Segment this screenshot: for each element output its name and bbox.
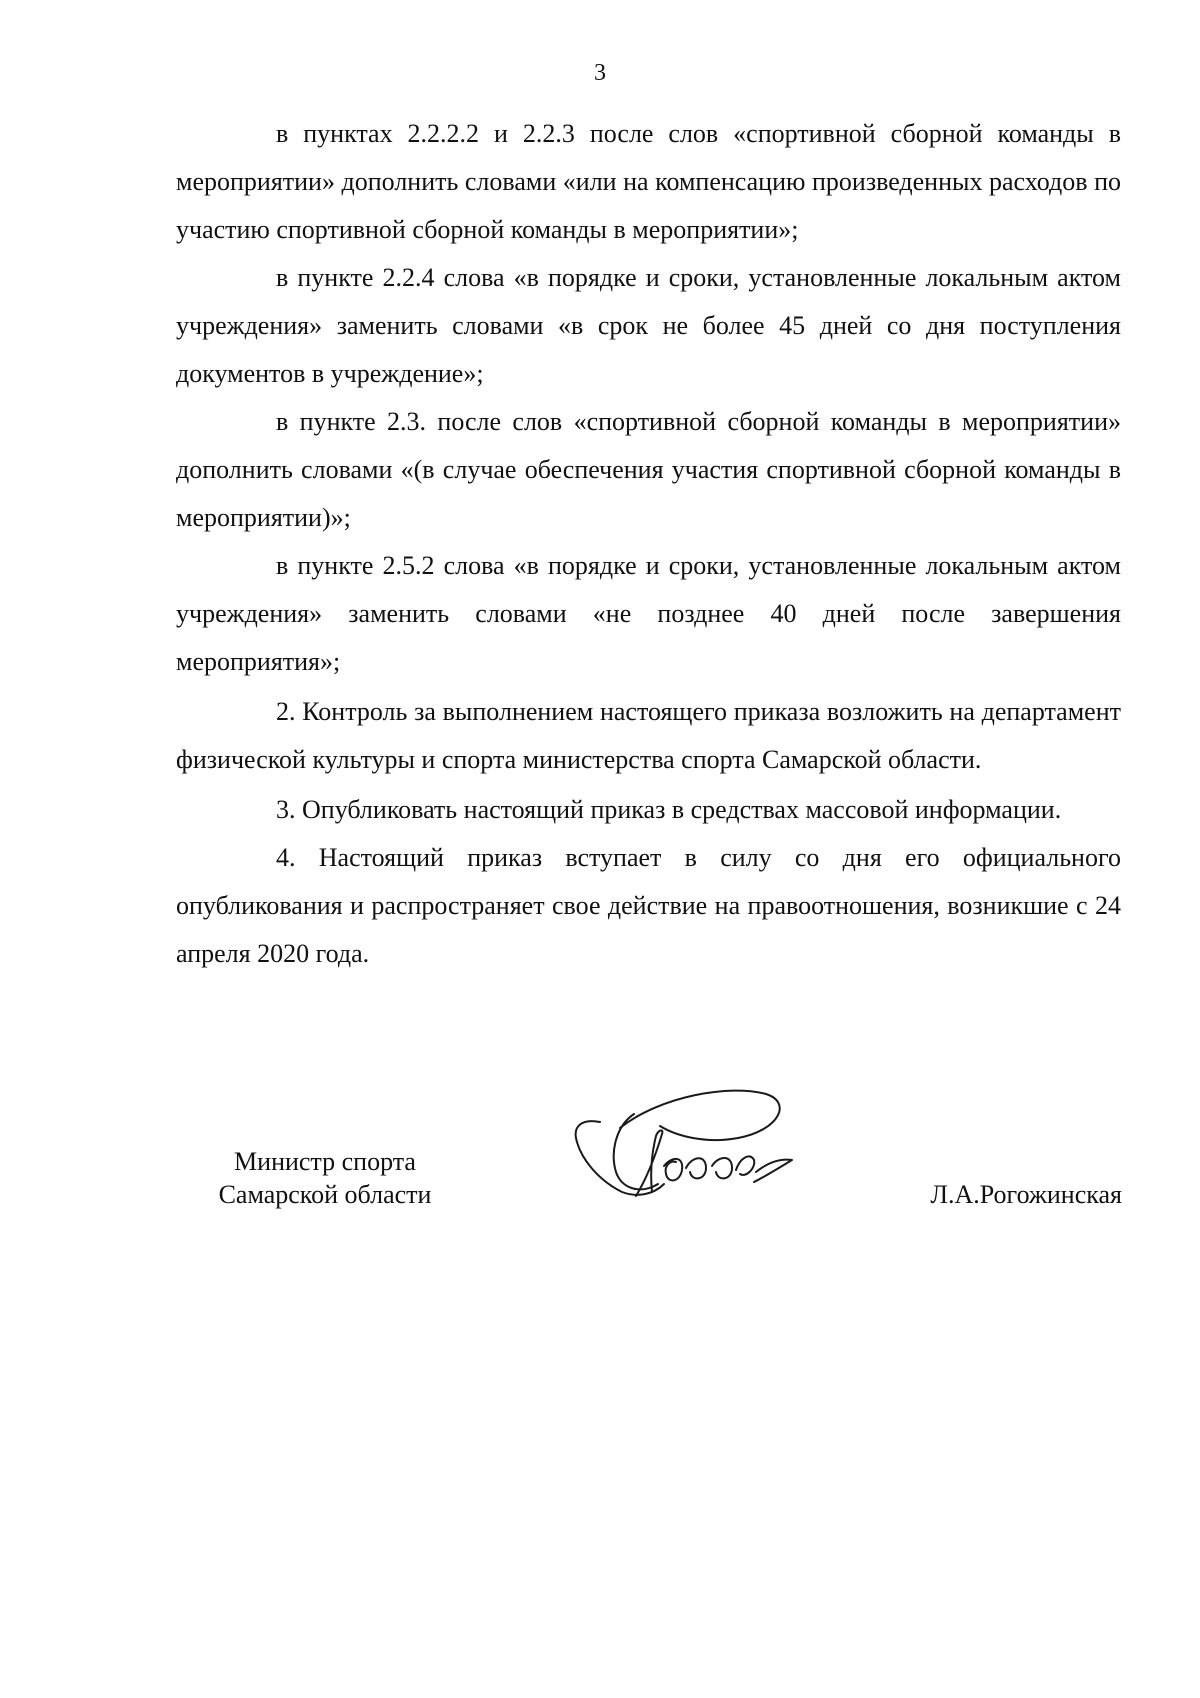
page-number: 3: [594, 60, 606, 86]
signatory-name: Л.А.Рогожинская: [930, 1180, 1122, 1209]
handwritten-signature: [560, 1080, 820, 1210]
paragraph-item-2-control: 2. Контроль за выполнением настоящего приказа возложить на департамент физической культуры и спорта министерства спорта Самарской области.: [176, 697, 1121, 774]
paragraph-amendment-2-5-2: в пункте 2.5.2 слова «в порядке и сроки, установленные локальным актом учреждения» заменить словами «не позднее 40 дней после завершения мероприятия»;: [176, 551, 1121, 676]
signatory-position: [200, 1145, 450, 1211]
paragraph-item-4-effective-date: 4. Настоящий приказ вступает в силу со дня его официального опубликования и распространяет свое действие на правоотношения, возникшие с 24 апреля 2020 года.: [176, 843, 1121, 968]
paragraph-amendment-2-2-2-2: в пунктах 2.2.2.2 и 2.2.3 после слов «спортивной сборной команды в мероприятии» дополнить словами «или на компенсацию произведенных расходов по участию спортивной сборной команды в мероприятии»;: [176, 119, 1121, 244]
paragraph-item-3-publish: 3. Опубликовать настоящий приказ в средствах массовой информации.: [276, 795, 1062, 824]
position-line-2: Самарской области: [218, 1180, 432, 1209]
paragraph-amendment-2-2-4: в пункте 2.2.4 слова «в порядке и сроки, установленные локальным актом учреждения» заменить словами «в срок не более 45 дней со дня поступления документов в учреждение»;: [176, 263, 1121, 388]
signature-block: [0, 1080, 1200, 1230]
paragraph-amendment-2-3: в пункте 2.3. после слов «спортивной сборной команды в мероприятии» дополнить словами «(в случае обеспечения участия спортивной сборной команды в мероприятии)»;: [176, 407, 1121, 532]
document-body: [176, 110, 1121, 978]
position-line-1: Министр спорта: [234, 1147, 416, 1176]
